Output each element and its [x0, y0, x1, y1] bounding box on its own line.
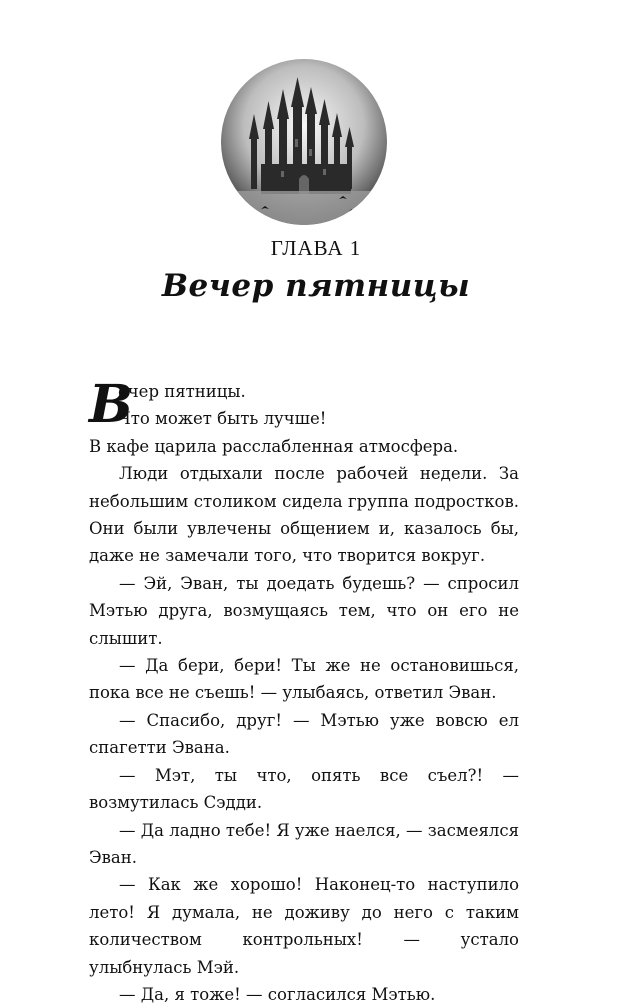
opening-line-2: Что может быть лучше! [118, 409, 327, 429]
paragraph: — Мэт, ты что, опять все съел?! — возмутилась Сэдди. [89, 765, 519, 813]
opening-block [89, 374, 519, 435]
paragraph: — Как же хорошо! Наконец-то наступило лето! Я думала, не доживу до него с таким количеством контрольных! — устало улыбнулась Мэй. [89, 875, 519, 977]
paragraph: — Да, я тоже! — согласился Мэтью. [119, 984, 436, 1004]
chapter-illustration [221, 59, 387, 225]
paragraph: — Да ладно тебе! Я уже наелся, — засмеялся Эван. [89, 820, 520, 867]
opening-line-1: ечер пятницы. [118, 382, 246, 401]
drop-cap: В [89, 374, 133, 435]
chapter-text [89, 374, 520, 1008]
castle-icon [221, 59, 387, 225]
opening-line-3: В кафе царила расслабленная атмосфера. [89, 436, 459, 456]
chapter-title: Вечер пятницы [161, 268, 471, 304]
paragraph: — Да бери, бери! Ты же не остановишься, пока все не съешь! — улыбаясь, ответил Эван. [89, 656, 519, 703]
paragraph: Люди отдыхали после рабочей недели. За небольшим столиком сидела группа подростков. Они были увлечены общением и, казалось бы, даже не замечали того, что творится вокруг. [89, 464, 519, 566]
paragraph: — Спасибо, друг! — Мэтью уже вовсю ел спагетти Эвана. [89, 710, 519, 758]
chapter-number: ГЛАВА 1 [270, 236, 362, 260]
paragraph: — Эй, Эван, ты доедать будешь? — спросил Мэтью друга, возмущаясь тем, что он его не слышит. [89, 573, 519, 648]
